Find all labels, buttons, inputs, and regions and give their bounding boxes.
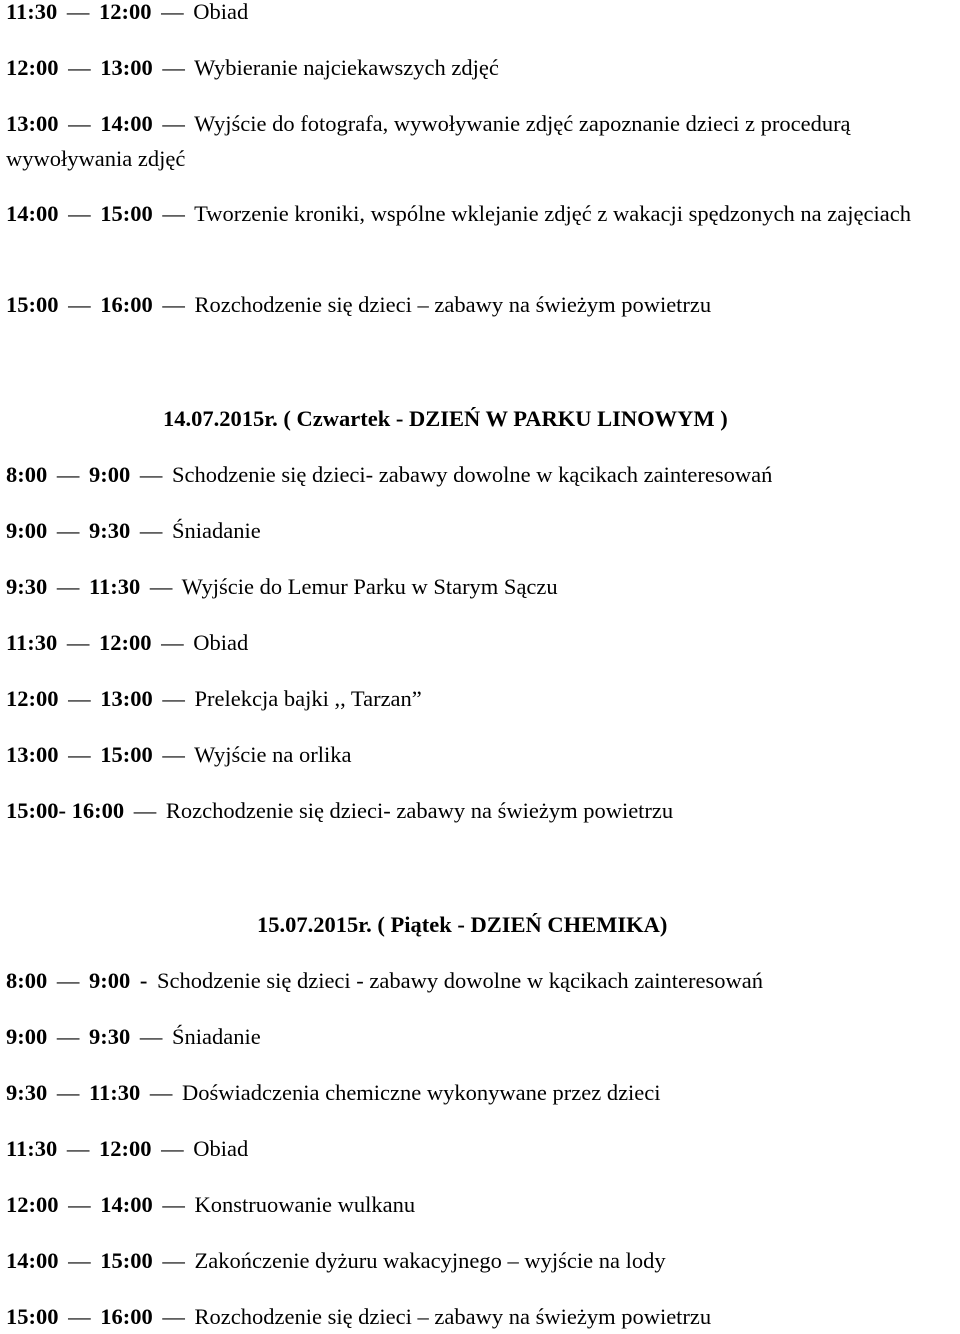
start-time: 14:00 — [6, 1248, 59, 1273]
start-time: 12:00 — [6, 1192, 59, 1217]
separator: — — [133, 798, 157, 823]
activity-text: Obiad — [193, 630, 249, 655]
separator: — — [161, 0, 184, 24]
separator: — — [161, 1136, 184, 1161]
start-time: 11:30 — [6, 0, 58, 24]
activity-text: Śniadanie — [172, 518, 261, 543]
schedule-line — [6, 681, 422, 716]
schedule-line — [6, 0, 248, 29]
schedule-line — [6, 569, 558, 604]
start-time: 9:30 — [6, 1080, 48, 1105]
activity-text: Prelekcja bajki ,, Tarzan” — [194, 686, 422, 711]
separator: — — [162, 201, 185, 226]
activity-text: Doświadczenia chemiczne wykonywane przez dzieci — [182, 1080, 661, 1105]
start-time: 15:00 — [6, 292, 59, 317]
separator: — — [56, 1024, 80, 1049]
activity-text: Wyjście do fotografa, wywoływanie zdjęć zapoznanie dzieci z procedurą wywoływania zdjęć — [6, 111, 851, 171]
activity-text: Śniadanie — [172, 1024, 261, 1049]
activity-text: Rozchodzenie się dzieci – zabawy na świeżym powietrzu — [194, 292, 712, 317]
start-time: 8:00 — [6, 968, 48, 993]
separator: — — [139, 1024, 163, 1049]
start-time: 14:00 — [6, 201, 59, 226]
start-time: 13:00 — [6, 111, 59, 136]
separator: — — [68, 686, 91, 711]
schedule-line — [6, 106, 956, 176]
end-time: 9:30 — [89, 1024, 131, 1049]
end-time: 12:00 — [99, 1136, 152, 1161]
separator: — — [149, 1080, 173, 1105]
schedule-line — [6, 737, 351, 772]
activity-text: Schodzenie się dzieci- zabawy dowolne w kącikach zainteresowań — [172, 462, 773, 487]
start-time: 15:00- — [6, 798, 66, 823]
start-time: 12:00 — [6, 686, 59, 711]
separator: — — [68, 111, 91, 136]
separator: — — [162, 1248, 185, 1273]
separator: — — [66, 1136, 90, 1161]
end-time: 9:00 — [89, 968, 131, 993]
end-time: 14:00 — [100, 1192, 153, 1217]
end-time: 13:00 — [100, 55, 153, 80]
separator: — — [56, 518, 80, 543]
day-heading — [163, 401, 728, 436]
separator: — — [149, 574, 173, 599]
schedule-line — [6, 1243, 666, 1278]
end-time: 11:30 — [89, 574, 141, 599]
schedule-line — [6, 1131, 248, 1166]
start-time: 11:30 — [6, 1136, 58, 1161]
schedule-line — [6, 1187, 415, 1222]
activity-text: Konstruowanie wulkanu — [194, 1192, 416, 1217]
separator: — — [162, 1304, 185, 1329]
separator: — — [68, 1248, 91, 1273]
schedule-line — [6, 1019, 261, 1054]
separator: — — [162, 686, 185, 711]
end-time: 16:00 — [100, 1304, 153, 1329]
day-date: 14.07.2015r. — [163, 406, 278, 431]
end-time: 16:00 — [100, 292, 153, 317]
activity-text: Wyjście do Lemur Parku w Starym Sączu — [181, 574, 558, 599]
start-time: 8:00 — [6, 462, 48, 487]
end-time: 12:00 — [99, 0, 152, 24]
activity-text: Obiad — [193, 1136, 249, 1161]
activity-text: Obiad — [193, 0, 249, 24]
activity-text: Rozchodzenie się dzieci- zabawy na świeżym powietrzu — [165, 798, 674, 823]
separator: — — [56, 968, 80, 993]
separator: — — [66, 630, 90, 655]
end-time: 9:30 — [89, 518, 131, 543]
end-time: 15:00 — [100, 201, 153, 226]
activity-text: Schodzenie się dzieci - zabawy dowolne w kącikach zainteresowań — [157, 968, 763, 993]
separator: — — [161, 630, 184, 655]
activity-text: Wyjście na orlika — [194, 742, 352, 767]
separator: — — [139, 518, 163, 543]
end-time: 15:00 — [100, 742, 153, 767]
separator: — — [56, 1080, 80, 1105]
day-date: 15.07.2015r. — [257, 912, 372, 937]
schedule-line — [6, 625, 248, 660]
separator: — — [162, 742, 185, 767]
separator: — — [56, 462, 80, 487]
separator: - — [139, 968, 148, 993]
schedule-line — [6, 196, 956, 231]
separator: — — [68, 201, 91, 226]
separator: — — [162, 111, 185, 136]
schedule-line — [6, 513, 261, 548]
activity-text: Rozchodzenie się dzieci – zabawy na świeżym powietrzu — [194, 1304, 712, 1329]
start-time: 13:00 — [6, 742, 59, 767]
activity-text: Wybieranie najciekawszych zdjęć — [194, 55, 499, 80]
separator: — — [66, 0, 90, 24]
separator: — — [139, 462, 163, 487]
separator: — — [162, 1192, 185, 1217]
start-time: 12:00 — [6, 55, 59, 80]
end-time: 16:00 — [71, 798, 125, 823]
end-time: 12:00 — [99, 630, 152, 655]
day-title: ( Czwartek - DZIEŃ W PARKU LINOWYM ) — [277, 406, 728, 431]
separator: — — [56, 574, 80, 599]
end-time: 13:00 — [100, 686, 153, 711]
end-time: 11:30 — [89, 1080, 141, 1105]
start-time: 11:30 — [6, 630, 58, 655]
start-time: 9:30 — [6, 574, 48, 599]
end-time: 15:00 — [100, 1248, 153, 1273]
separator: — — [68, 742, 91, 767]
separator: — — [162, 292, 185, 317]
schedule-line — [6, 793, 673, 828]
schedule-line — [6, 287, 711, 322]
end-time: 9:00 — [89, 462, 131, 487]
start-time: 9:00 — [6, 1024, 48, 1049]
separator: — — [68, 1192, 91, 1217]
separator: — — [68, 1304, 91, 1329]
separator: — — [68, 292, 91, 317]
end-time: 14:00 — [100, 111, 153, 136]
start-time: 15:00 — [6, 1304, 59, 1329]
activity-text: Tworzenie kroniki, wspólne wklejanie zdjęć z wakacji spędzonych na zajęciach — [194, 201, 911, 226]
schedule-line — [6, 1075, 661, 1110]
schedule-line — [6, 963, 763, 998]
schedule-line — [6, 1299, 711, 1334]
schedule-line — [6, 50, 499, 85]
separator: — — [68, 55, 91, 80]
day-heading — [257, 907, 667, 942]
activity-text: Zakończenie dyżuru wakacyjnego – wyjście na lody — [194, 1248, 666, 1273]
day-title: ( Piątek - DZIEŃ CHEMIKA) — [371, 912, 668, 937]
separator: — — [162, 55, 185, 80]
schedule-line — [6, 457, 772, 492]
start-time: 9:00 — [6, 518, 48, 543]
